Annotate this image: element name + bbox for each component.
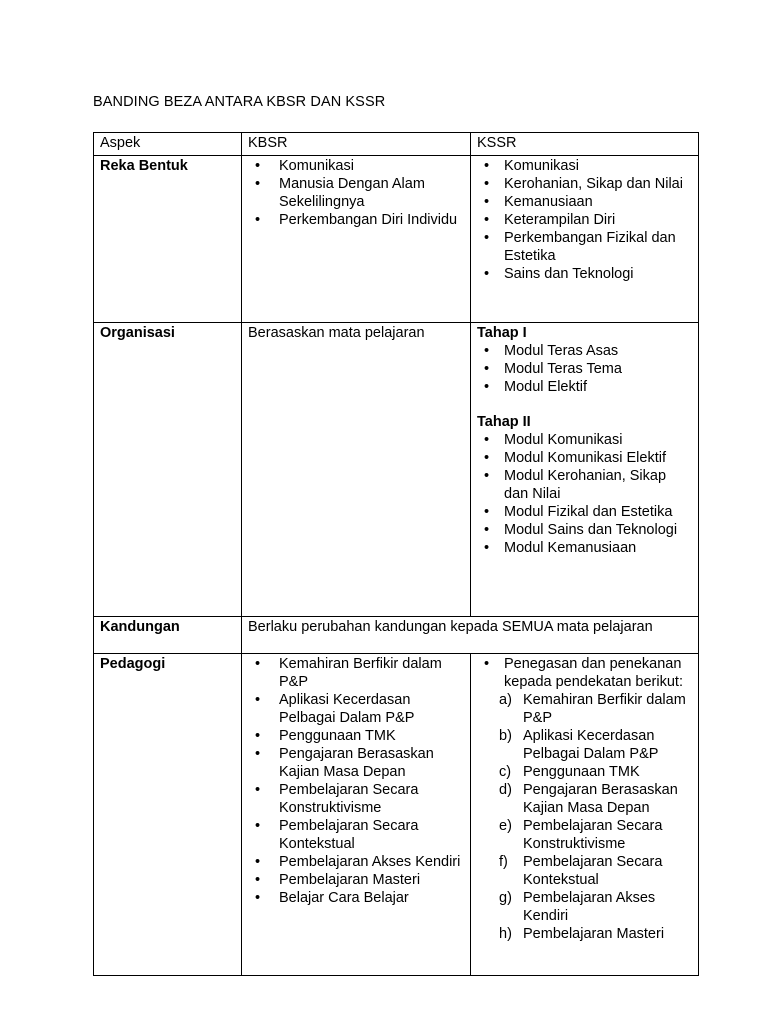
organisasi-kssr-cell xyxy=(471,323,699,617)
list-item: • Sains dan Teknologi xyxy=(504,265,692,283)
list-item xyxy=(499,727,692,763)
list-item xyxy=(499,781,692,817)
list-item: • Perkembangan Fizikal dan Estetika xyxy=(504,229,692,265)
list-item: • Modul Fizikal dan Estetika xyxy=(504,503,692,521)
list-item: • Kemahiran Berfikir dalam P&P xyxy=(279,655,464,691)
reka-bentuk-kssr-list xyxy=(477,157,692,283)
list-marker: g) xyxy=(499,890,512,906)
list-item-text: Pembelajaran Secara Kontekstual xyxy=(523,854,663,888)
stage-2-title: Tahap II xyxy=(477,414,531,430)
list-item: • Modul Komunikasi Elektif xyxy=(504,449,692,467)
table-row-kandungan xyxy=(94,617,699,654)
list-item: • Pembelajaran Masteri xyxy=(279,871,464,889)
list-item: • Modul Teras Tema xyxy=(504,360,692,378)
list-item: • Pengajaran Berasaskan Kajian Masa Depan xyxy=(279,745,464,781)
list-item-text: Pengajaran Berasaskan Kajian Masa Depan xyxy=(523,782,678,816)
row-label-pedagogi: Pedagogi xyxy=(94,654,242,976)
list-marker: b) xyxy=(499,728,512,744)
reka-bentuk-kssr-cell xyxy=(471,156,699,323)
list-item: • Pembelajaran Secara Kontekstual xyxy=(279,817,464,853)
list-item: • Modul Elektif xyxy=(504,378,692,396)
pedagogi-kssr-cell xyxy=(471,654,699,976)
list-item: • Penegasan dan penekanan kepada pendekatan berikut: xyxy=(504,655,692,691)
list-item: • Modul Kemanusiaan xyxy=(504,539,692,557)
list-item-text: Penggunaan TMK xyxy=(523,764,640,780)
list-item: • Keterampilan Diri xyxy=(504,211,692,229)
stage-2-list xyxy=(477,431,692,557)
stage-1-title: Tahap I xyxy=(477,325,527,341)
list-item: • Komunikasi xyxy=(504,157,692,175)
list-marker: a) xyxy=(499,692,512,708)
list-item: • Modul Komunikasi xyxy=(504,431,692,449)
list-item xyxy=(499,889,692,925)
pedagogi-kssr-intro-list xyxy=(477,655,692,691)
list-marker: c) xyxy=(499,764,512,780)
list-item: • Pembelajaran Secara Konstruktivisme xyxy=(279,781,464,817)
list-item: • Aplikasi Kecerdasan Pelbagai Dalam P&P xyxy=(279,691,464,727)
list-item xyxy=(499,691,692,727)
header-kssr: KSSR xyxy=(471,133,699,156)
list-item: • Pembelajaran Akses Kendiri xyxy=(279,853,464,871)
list-item-text: Pembelajaran Secara Konstruktivisme xyxy=(523,818,663,852)
table-row-reka-bentuk xyxy=(94,156,699,323)
list-item: • Belajar Cara Belajar xyxy=(279,889,464,907)
reka-bentuk-kbsr-list xyxy=(248,157,464,229)
row-label-kandungan: Kandungan xyxy=(94,617,242,654)
list-item-text: Aplikasi Kecerdasan Pelbagai Dalam P&P xyxy=(523,728,659,762)
list-item-text: Kemahiran Berfikir dalam P&P xyxy=(523,692,686,726)
list-marker: e) xyxy=(499,818,512,834)
list-item-text: Pembelajaran Akses Kendiri xyxy=(523,890,656,924)
row-label-reka-bentuk: Reka Bentuk xyxy=(94,156,242,323)
list-item: • Modul Sains dan Teknologi xyxy=(504,521,692,539)
list-item xyxy=(499,817,692,853)
list-item: • Penggunaan TMK xyxy=(279,727,464,745)
list-item: • Modul Kerohanian, Sikap dan Nilai xyxy=(504,467,692,503)
header-kbsr: KBSR xyxy=(242,133,471,156)
row-label-organisasi: Organisasi xyxy=(94,323,242,617)
pedagogi-kssr-approach-list xyxy=(477,691,692,943)
header-aspek: Aspek xyxy=(94,133,242,156)
list-marker: f) xyxy=(499,854,508,870)
list-marker: h) xyxy=(499,926,512,942)
document-title: BANDING BEZA ANTARA KBSR DAN KSSR xyxy=(93,94,386,110)
list-item: • Perkembangan Diri Individu xyxy=(279,211,464,229)
comparison-table xyxy=(93,132,699,976)
table-row-pedagogi xyxy=(94,654,699,976)
list-item xyxy=(499,763,692,781)
list-item: • Manusia Dengan Alam Sekelilingnya xyxy=(279,175,464,211)
pedagogi-kbsr-cell xyxy=(242,654,471,976)
list-item: • Kemanusiaan xyxy=(504,193,692,211)
list-item xyxy=(499,853,692,889)
reka-bentuk-kbsr-cell xyxy=(242,156,471,323)
table-header-row xyxy=(94,133,699,156)
kandungan-cell: Berlaku perubahan kandungan kepada SEMUA mata pelajaran xyxy=(242,617,699,654)
stage-1-list xyxy=(477,342,692,396)
list-item: • Kerohanian, Sikap dan Nilai xyxy=(504,175,692,193)
list-item: • Komunikasi xyxy=(279,157,464,175)
pedagogi-kbsr-list xyxy=(248,655,464,907)
list-marker: d) xyxy=(499,782,512,798)
list-item: • Modul Teras Asas xyxy=(504,342,692,360)
table-row-organisasi xyxy=(94,323,699,617)
list-item xyxy=(499,925,692,943)
list-item-text: Pembelajaran Masteri xyxy=(523,926,665,942)
organisasi-kbsr-cell: Berasaskan mata pelajaran xyxy=(242,323,471,617)
